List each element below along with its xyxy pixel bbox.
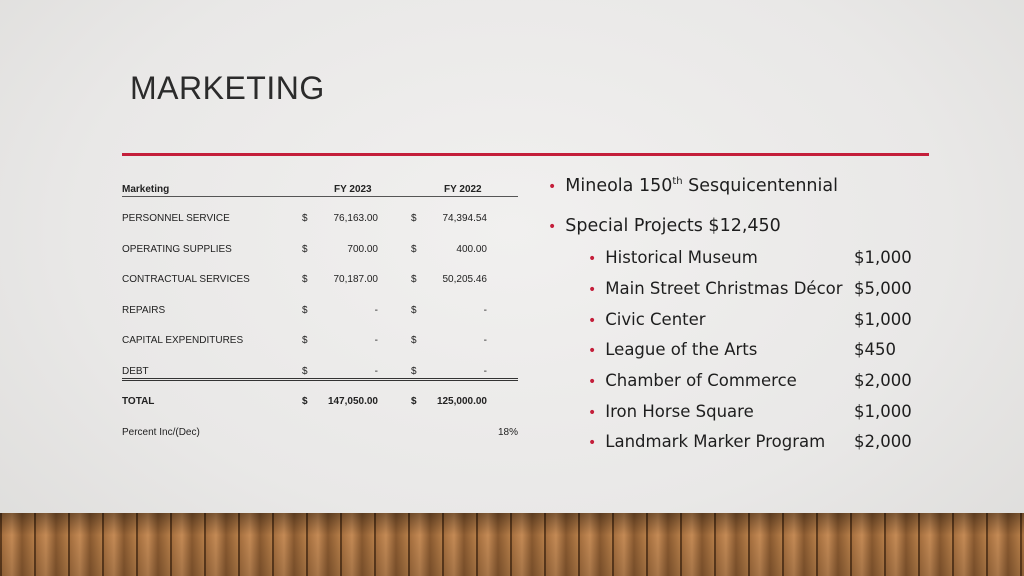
bullet-dot: • (548, 179, 557, 195)
table-body (122, 213, 518, 457)
bullet-dot: • (588, 435, 597, 451)
sub-bullet-item (588, 432, 825, 451)
total-label: TOTAL (122, 396, 155, 407)
row-label: REPAIRS (122, 304, 166, 316)
sub-bullet-label: Chamber of Commerce (605, 371, 797, 390)
table-row (122, 274, 518, 305)
row-currency: $ (302, 335, 308, 346)
table-percent-row (122, 427, 518, 458)
bullet-dot: • (588, 251, 597, 267)
total-currency: $ (411, 396, 417, 407)
total-currency: $ (302, 396, 308, 407)
row-currency: $ (411, 365, 417, 377)
sub-bullet-amount: $1,000 (854, 248, 912, 267)
row-label: DEBT (122, 365, 149, 377)
sub-bullet-item (588, 310, 706, 329)
header-marketing: Marketing (122, 184, 170, 195)
total-fy2022-value: 125,000.00 (436, 396, 487, 407)
bullet-dot: • (588, 374, 597, 390)
row-currency: $ (411, 335, 417, 346)
sub-bullet-item (588, 340, 757, 359)
row-fy2022-value: 74,394.54 (442, 213, 487, 224)
sub-bullet-amount: $5,000 (854, 279, 912, 298)
bullet-dot: • (588, 405, 597, 421)
bullet-text: Special Projects $12,450 (565, 216, 781, 236)
sub-bullet-label: Historical Museum (605, 248, 758, 267)
sub-bullet-amount: $2,000 (854, 371, 912, 390)
header-underline (122, 196, 518, 197)
bullet-text: Mineola 150 (565, 176, 673, 196)
sub-bullet-label: Iron Horse Square (605, 402, 754, 421)
row-label: CONTRACTUAL SERVICES (122, 274, 250, 285)
sub-bullet-item (588, 371, 797, 390)
title-divider (122, 153, 929, 156)
header-fy2022: FY 2022 (444, 184, 482, 195)
sub-bullet-item (588, 402, 754, 421)
sub-bullet-label: Landmark Marker Program (605, 432, 826, 451)
bullet-dot: • (588, 282, 597, 298)
row-fy2022-value: - (483, 335, 487, 346)
sub-bullet-label: League of the Arts (605, 340, 758, 359)
table-header-row (122, 180, 518, 204)
table-row (122, 335, 518, 366)
bullet-item (548, 216, 781, 236)
budget-table (122, 180, 518, 204)
bullet-dot: • (588, 343, 597, 359)
percent-label: Percent Inc/(Dec) (122, 426, 200, 438)
sub-bullet-amount: $450 (854, 340, 896, 359)
row-fy2022-value: 50,205.46 (442, 274, 487, 285)
row-fy2023-value: 76,163.00 (333, 213, 378, 224)
row-currency: $ (411, 304, 417, 316)
table-row (122, 213, 518, 244)
row-currency: $ (302, 213, 308, 224)
header-fy2023: FY 2023 (334, 184, 372, 195)
row-currency: $ (302, 304, 308, 316)
row-currency: $ (302, 274, 308, 285)
row-fy2023-value: - (374, 365, 378, 377)
row-fy2022-value: 400.00 (456, 243, 487, 255)
row-label: PERSONNEL SERVICE (122, 213, 230, 224)
row-fy2023-value: - (374, 304, 378, 316)
bullet-superscript: th (672, 176, 683, 188)
row-currency: $ (411, 243, 417, 255)
row-currency: $ (302, 365, 308, 377)
row-fy2023-value: - (374, 335, 378, 346)
table-row (122, 305, 518, 336)
row-currency: $ (302, 243, 308, 255)
bullet-item (548, 176, 838, 196)
table-total-row (122, 396, 518, 427)
wood-floor-shadow (0, 513, 1024, 576)
row-fy2022-value: - (483, 365, 487, 377)
sub-bullet-amount: $1,000 (854, 310, 912, 329)
table-row (122, 244, 518, 275)
bullet-text: Sesquicentennial (682, 176, 838, 196)
sub-bullet-item (588, 279, 843, 298)
slide-title: MARKETING (130, 70, 325, 106)
debt-underline-2 (122, 380, 518, 381)
row-label: OPERATING SUPPLIES (122, 243, 232, 255)
total-fy2023-value: 147,050.00 (327, 396, 378, 407)
debt-underline-1 (122, 378, 518, 379)
sub-bullet-amount: $1,000 (854, 402, 912, 421)
sub-bullet-amount: $2,000 (854, 432, 912, 451)
row-currency: $ (411, 274, 417, 285)
percent-value: 18% (497, 426, 518, 438)
row-fy2023-value: 70,187.00 (333, 274, 378, 285)
sub-bullet-item (588, 248, 758, 267)
row-label: CAPITAL EXPENDITURES (122, 335, 244, 346)
sub-bullet-label: Civic Center (605, 310, 706, 329)
bullet-dot: • (588, 313, 597, 329)
row-fy2022-value: - (483, 304, 487, 316)
bullet-dot: • (548, 219, 557, 235)
row-fy2023-value: 700.00 (347, 243, 378, 255)
row-currency: $ (411, 213, 417, 224)
sub-bullet-label: Main Street Christmas Décor (605, 279, 843, 298)
